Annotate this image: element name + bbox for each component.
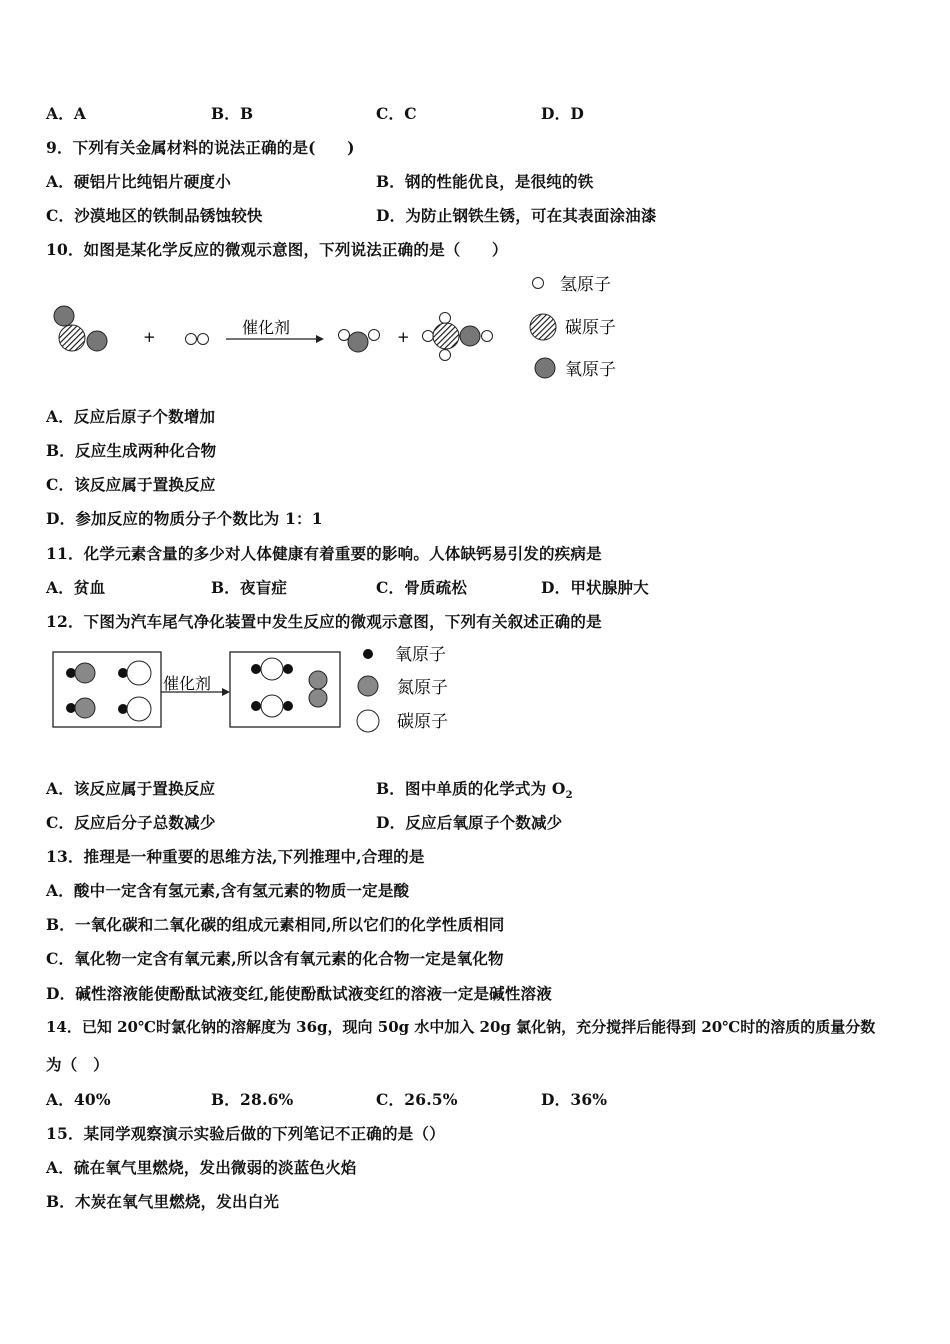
q9-option-b: B．钢的性能优良，是很纯的铁 (376, 172, 594, 191)
q10-catalyst-label: 催化剂 (242, 318, 291, 337)
q12-arrow-head (222, 688, 230, 696)
q10-legend (530, 275, 616, 380)
q11-option-b: B．夜盲症 (211, 578, 288, 597)
q11-option-c: C．骨质疏松 (376, 578, 468, 597)
q9-stem: 9．下列有关金属材料的说法正确的是( ) (46, 138, 355, 157)
q10-legend-hydrogen-icon (533, 278, 544, 289)
q12-legend-oxygen: 氧原子 (395, 645, 446, 665)
q9-option-c: C．沙漠地区的铁制品锈蚀较快 (46, 206, 263, 225)
q10-product-molecule-1 (339, 330, 380, 353)
q14-stem-line-1: 14．已知 20℃时氯化钠的溶解度为 36g，现向 50g 水中加入 20g 氯化钠，充分搅拌后能得到 20℃时的溶质的质量分数 (46, 1018, 876, 1036)
q8-option-b: B．B (211, 104, 254, 123)
q10-option-a: A．反应后原子个数增加 (46, 407, 216, 426)
q12-legend-oxygen-icon (363, 649, 373, 659)
q12-stem: 12．下图为汽车尾气净化装置中发生反应的微观示意图，下列有关叙述正确的是 (46, 612, 602, 631)
q10-product-molecule-2 (423, 313, 493, 361)
q15-option-b: B．木炭在氧气里燃烧，发出白光 (46, 1192, 280, 1211)
q10-legend-oxygen-icon (535, 358, 555, 378)
q14-option-d: D．36% (541, 1090, 608, 1109)
q10-option-c: C．该反应属于置换反应 (46, 475, 216, 494)
q10-plus-2: + (397, 328, 410, 346)
q12-legend-nitrogen: 氮原子 (397, 678, 448, 698)
q11-option-a: A．贫血 (46, 578, 106, 597)
q10-legend-oxygen: 氧原子 (565, 360, 616, 380)
q10-plus-1: + (143, 328, 156, 346)
q14-stem-line-2: 为（ ） (46, 1055, 109, 1074)
q10-option-b: B．反应生成两种化合物 (46, 441, 217, 460)
q12-option-c: C．反应后分子总数减少 (46, 813, 216, 832)
q12-legend-carbon: 碳原子 (397, 712, 448, 732)
q12-option-a: A．该反应属于置换反应 (46, 779, 216, 798)
q15-stem: 15．某同学观察演示实验后做的下列笔记不正确的是（） (46, 1124, 445, 1143)
q12-catalyst-label: 催化剂 (163, 674, 212, 693)
q13-option-d: D．碱性溶液能使酚酞试液变红,能使酚酞试液变红的溶液一定是碱性溶液 (46, 984, 552, 1003)
q10-stem: 10．如图是某化学反应的微观示意图，下列说法正确的是（ ） (46, 240, 508, 259)
q12-legend-carbon-icon (357, 710, 379, 732)
q14-option-a: A．40% (46, 1090, 111, 1109)
q8-option-d: D．D (541, 104, 584, 123)
q8-option-a: A．A (46, 104, 87, 123)
q10-reaction-diagram (40, 266, 640, 386)
q10-option-d: D．参加反应的物质分子个数比为 1：1 (46, 509, 323, 528)
q13-option-a: A．酸中一定含有氢元素,含有氢元素的物质一定是酸 (46, 881, 410, 900)
q13-option-c: C．氧化物一定含有氧元素,所以含有氧元素的化合物一定是氧化物 (46, 949, 504, 968)
q10-reactant-molecule-1 (54, 306, 107, 351)
q15-option-a: A．硫在氧气里燃烧，发出微弱的淡蓝色火焰 (46, 1158, 357, 1177)
q10-arrow-head (316, 335, 324, 343)
q10-legend-hydrogen: 氢原子 (560, 275, 611, 295)
q10-reactant-molecule-2 (186, 334, 209, 345)
q13-option-b: B．一氧化碳和二氧化碳的组成元素相同,所以它们的化学性质相同 (46, 915, 505, 934)
q9-option-a: A．硬铝片比纯铝片硬度小 (46, 172, 231, 191)
q10-legend-carbon-icon (530, 314, 556, 340)
q12-products-box (230, 652, 340, 727)
q10-legend-carbon: 碳原子 (565, 318, 616, 338)
q12-reaction-diagram (50, 640, 470, 740)
q14-option-c: C．26.5% (376, 1090, 458, 1109)
q14-option-b: B．28.6% (211, 1090, 294, 1109)
q12-option-b: B．图中单质的化学式为 $O_2$ (376, 779, 573, 802)
q11-stem: 11．化学元素含量的多少对人体健康有着重要的影响。人体缺钙易引发的疾病是 (46, 544, 602, 563)
q11-option-d: D．甲状腺肿大 (541, 578, 649, 597)
q8-option-c: C．C (376, 104, 417, 123)
q13-stem: 13．推理是一种重要的思维方法,下列推理中,合理的是 (46, 847, 425, 866)
q9-option-d: D．为防止钢铁生锈，可在其表面涂油漆 (376, 206, 657, 225)
q12-legend (357, 645, 448, 732)
q12-option-d: D．反应后氧原子个数减少 (376, 813, 563, 832)
q12-legend-nitrogen-icon (358, 676, 378, 696)
